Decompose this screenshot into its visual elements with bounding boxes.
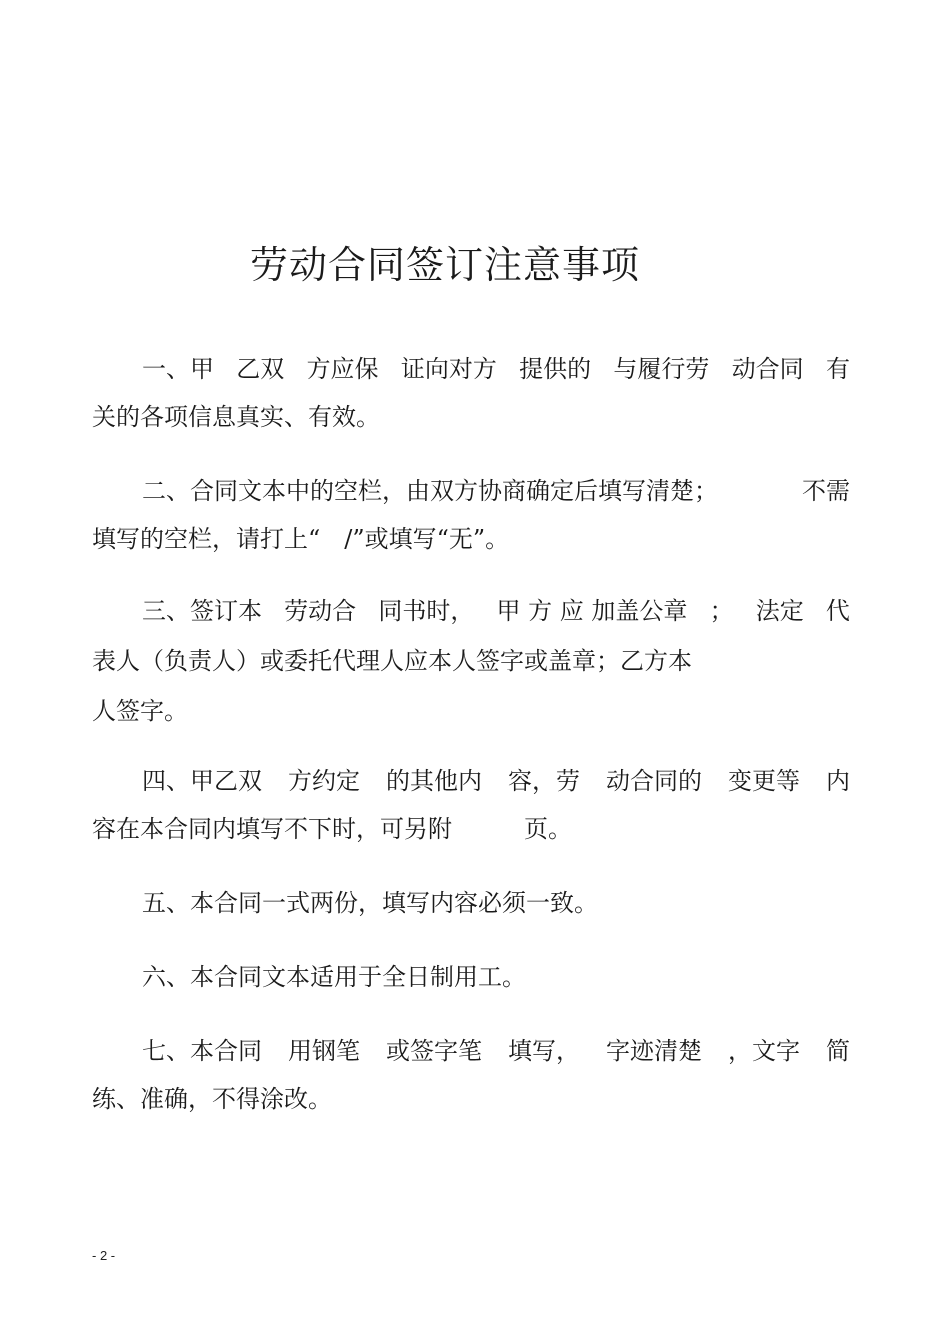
item-4-segment: 变更等 — [728, 767, 800, 795]
item-7-line-1 — [142, 1034, 850, 1068]
item-1-segment: 动合同 — [731, 355, 804, 383]
item-3-segment: 甲 方 应 加盖公章 — [496, 597, 688, 625]
page-number: - 2 - — [92, 1248, 116, 1263]
item-5-line-1: 五、本合同一式两份，填写内容必须一致。 — [142, 889, 598, 917]
item-3-line-2: 表人（负责人）或委托代理人应本人签字或盖章；乙方本 — [92, 647, 692, 675]
item-1-segment: 乙双 — [236, 355, 285, 383]
item-3-line-1 — [142, 594, 850, 628]
item-7-segment: 或签字笔 — [386, 1037, 482, 1065]
item-2-segment: 不需 — [802, 477, 850, 505]
item-1-line-1 — [142, 352, 850, 386]
item-1-segment: 一、甲 — [142, 355, 214, 383]
item-3-segment: ； — [709, 597, 734, 625]
item-3-segment: 劳动合 — [284, 597, 357, 625]
item-1-segment: 证向对方 — [400, 355, 497, 383]
item-1-segment: 提供的 — [519, 355, 592, 383]
item-4-segment: 方约定 — [288, 767, 360, 795]
item-1-segment: 有 — [825, 355, 850, 383]
item-3-line-3: 人签字。 — [92, 697, 188, 725]
item-7-segment: ，文字 — [728, 1037, 800, 1065]
item-1-line-2: 关的各项信息真实、有效。 — [92, 403, 380, 431]
item-7-segment: 字迹清楚 — [606, 1037, 702, 1065]
item-7-segment: 填写， — [508, 1037, 580, 1065]
item-4-segment: 动合同的 — [606, 767, 702, 795]
item-7-segment: 用钢笔 — [288, 1037, 360, 1065]
item-4-line-2: 容在本合同内填写不下时，可另附 页。 — [92, 815, 572, 843]
item-3-segment: 法定 — [755, 597, 804, 625]
item-4-segment: 容，劳 — [508, 767, 580, 795]
item-6-line-1: 六、本合同文本适用于全日制用工。 — [142, 963, 526, 991]
item-2-line-1 — [142, 474, 850, 508]
item-4-line-1 — [142, 764, 850, 798]
item-4-segment: 的其他内 — [386, 767, 482, 795]
item-3-segment: 代 — [825, 597, 850, 625]
document-title: 劳动合同签订注意事项 — [249, 243, 640, 287]
item-4-segment: 内 — [826, 767, 850, 795]
item-7-segment: 七、本合同 — [142, 1037, 262, 1065]
item-3-segment: 同书时， — [378, 597, 475, 625]
item-3-segment: 三、签订本 — [142, 597, 262, 625]
item-1-segment: 方应保 — [306, 355, 379, 383]
item-2-segment: 二、合同文本中的空栏，由双方协商确定后填写清楚； — [142, 477, 718, 505]
item-2-line-2: 填写的空栏，请打上“ /”或填写“无”。 — [92, 525, 510, 553]
item-1-segment: 与履行劳 — [613, 355, 710, 383]
item-7-line-2: 练、准确，不得涂改。 — [92, 1085, 332, 1113]
item-7-segment: 简 — [826, 1037, 850, 1065]
item-4-segment: 四、甲乙双 — [142, 767, 262, 795]
